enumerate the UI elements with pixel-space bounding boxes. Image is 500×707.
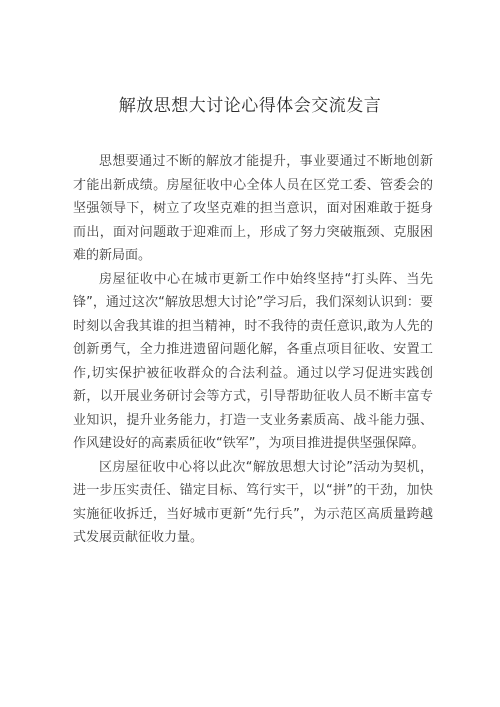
paragraph-1: 思想要通过不断的解放才能提升，事业要通过不断地创新才能出新成绩。房屋征收中心全体人员在区党工委、管委会的坚强领导下，树立了攻坚克难的担当意识，面对困难敢于挺身而出，面对问题敢于迎难而上，形成了努力突破瓶颈、克服困难的新局面。 [73,154,433,263]
document-title: 解放思想大讨论心得体会交流发言 [118,96,382,116]
paragraph-3: 区房屋征收中心将以此次“解放思想大讨论”活动为契机，进一步压实责任、锚定目标、笃行实干，以“拼”的干劲，加快实施征收拆迁，当好城市更新“先行兵”，为示范区高质量跨越式发展贡献征收力量。 [73,459,433,545]
paragraph-2: 房屋征收中心在城市更新工作中始终坚持“打头阵、当先锋”，通过这次“解放思想大讨论”学习后，我们深刻认识到：要时刻以舍我其谁的担当精神，时不我待的责任意识,敢为人先的创新勇气，全力推进遗留问题化解，各重点项目征收、安置工作,切实保护被征收群众的合法利益。通过以学习促进实践创新，以开展业务研讨会等方式，引导帮助征收人员不断丰富专业知识，提升业务能力，打造一支业务素质高、战斗能力强、作风建设好的高素质征收“铁军”，为项目推进提供坚强保障。 [73,271,433,451]
document-body [73,150,433,550]
